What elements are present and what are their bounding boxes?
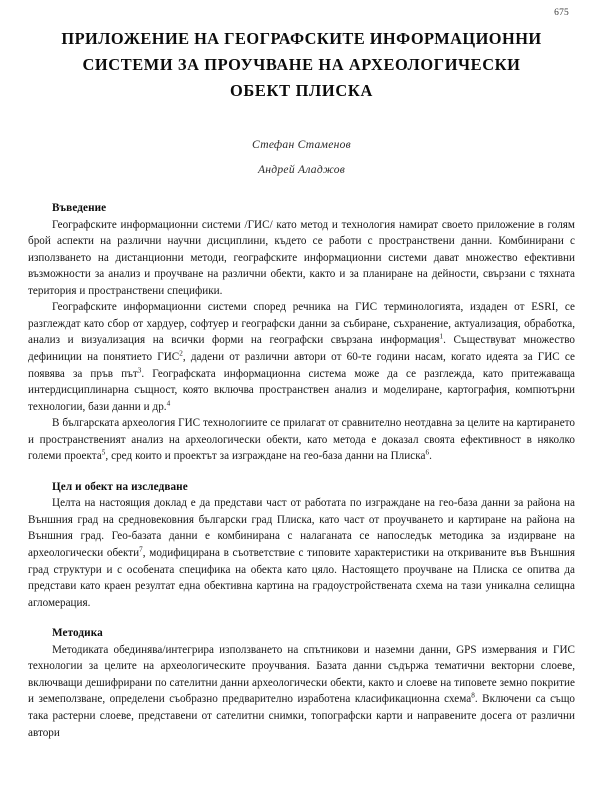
paragraph-text: , дадени от различни автори от 60-те години насам, когато идеята за ГИС се появява за пръв път <box>28 350 575 380</box>
paragraph-text: Целта на настоящия доклад е да представи част от работата по изграждане на гео-база данни за района на Външния град на средновековния български град Плиска, като част от проучването и картиране на района на Външния град. Гео-базата данни е комбинирана с налаганата се напоследък методика за издирване на археологически обекти <box>28 497 575 560</box>
section-heading: Въведение <box>52 202 107 214</box>
footnote-marker: 6 <box>425 448 430 457</box>
article-body <box>28 200 575 741</box>
footnote-marker: 3 <box>137 365 142 374</box>
page-number: 675 <box>554 8 569 18</box>
body-paragraph <box>28 415 575 465</box>
article-title <box>28 26 575 104</box>
title-line-3: ОБЕКТ ПЛИСКА <box>229 81 374 100</box>
paragraph-text: В българската археология ГИС технологиите се прилагат от сравнително неотдавна за целите на картирането и пространственият анализ на археологически обекти, като метода е доказал своята ефективност в няколко големи проекта <box>28 417 575 463</box>
paragraph-text: . <box>429 450 432 463</box>
footnote-marker: 4 <box>166 398 171 407</box>
paragraph-text: , модифицирана в съответствие с типовите характеристики на откриваните във Външния град структури и с особената специфика на обекта като цяло. Настоящето проучване на Плиска се опитва да представи като краен резултат една обективна картина на градоустройствената схема на тази уникална селищна агломерация. <box>28 547 576 609</box>
folio-row <box>28 0 575 22</box>
footnote-marker: 2 <box>179 349 183 358</box>
paragraph-text: Географските информационни системи /ГИС/ като метод и технология намират своето приложение в голям брой аспекти на различни научни дисциплини, където се работи с пространствени данни. Комбинирани с използването на дистанционни методи, географските информационни системи дават множество ефективни възможности за анализ и проучване на различни обекти, както и за планиране на дейности, свързани с тяхната територия и пространствени специфики. <box>28 218 575 297</box>
footnote-marker: 1 <box>439 332 444 341</box>
paragraph-text: Географските информационни системи според речника на ГИС терминологията, издаден от ESRI, се разглеждат като сбор от хардуер, софтуер и географски данни за събиране, съхранение, актуализация, обработка, анализ и визуализация на всички форми на географски свързана информация <box>28 301 575 347</box>
paragraph-text: . Географската информационна система може да се разглежда, като притежаваща интердисциплинарна същност, която включва пространствен анализ и моделиране, картография, компютърни технологии, бази данни и др. <box>28 367 576 413</box>
author-name-1: Стефан Стаменов <box>252 138 351 151</box>
title-line-1: ПРИЛОЖЕНИЕ НА ГЕОГРАФСКИТЕ ИНФОРМАЦИОННИ <box>61 29 542 48</box>
body-paragraph <box>28 217 575 300</box>
paragraph-text: Методиката обединява/интегрира използването на спътникови и наземни данни, GPS измервания и ГИС технологии за целите на археологическите проучвания. Базата данни съдържа тематични векторни слоеве, включващи дешифрирани по сателитни данни археологически обекти, както и слоеве на типовете земно покритие и земеползване, определени съобразно предварително изработена класификационна схема <box>28 643 575 706</box>
body-paragraph <box>28 299 575 415</box>
author-name-2: Андрей Аладжов <box>257 163 346 176</box>
footnote-marker: 8 <box>471 691 475 700</box>
paragraph-text: . Съществуват множество дефиниции на понятието ГИС <box>28 334 575 363</box>
section-heading: Цел и обект на изследване <box>52 480 188 493</box>
body-paragraph <box>28 495 575 611</box>
title-line-2: СИСТЕМИ ЗА ПРОУЧВАНЕ НА АРХЕОЛОГИЧЕСКИ <box>82 55 521 74</box>
section-heading: Методика <box>52 627 103 640</box>
footnote-marker: 5 <box>101 448 106 457</box>
footnote-marker: 7 <box>139 545 143 554</box>
body-paragraph <box>28 642 575 741</box>
paragraph-text: , сред които и проектът за изграждане на гео-база данни на Плиска <box>105 450 426 463</box>
paragraph-text: . Включени са също така растерни слоеве, представени от сателитни снимки, топографски карти и направените досега от различни автори <box>28 693 576 739</box>
author-list <box>28 132 575 182</box>
